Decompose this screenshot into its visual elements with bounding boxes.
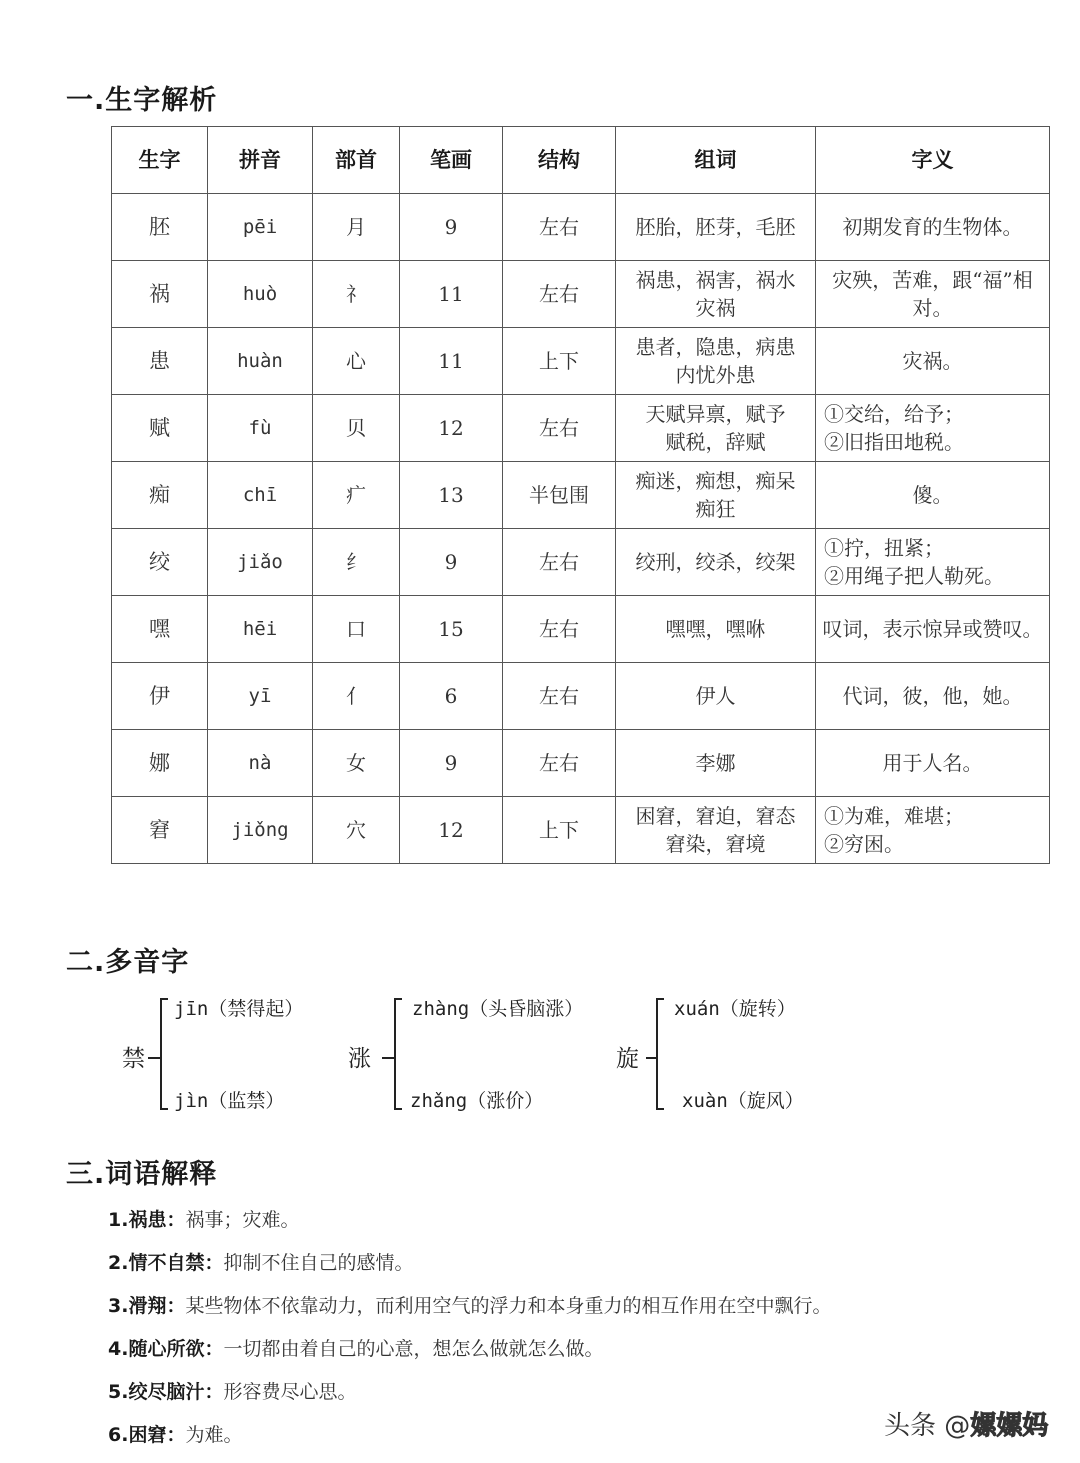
header-structure: 结构 — [503, 127, 616, 194]
cell-words — [616, 261, 816, 328]
reading-bottom: zhǎng（涨价） — [410, 1090, 544, 1112]
cell-char: 祸 — [112, 261, 208, 328]
header-meaning: 字义 — [816, 127, 1050, 194]
cell-words — [616, 596, 816, 663]
cell-meaning — [816, 596, 1050, 663]
character-table — [111, 126, 1050, 864]
table-row — [112, 596, 1050, 663]
cell-strokes: 11 — [400, 261, 503, 328]
meaning-line: 初期发育的生物体。 — [842, 215, 1023, 239]
cell-char: 胚 — [112, 194, 208, 261]
table-row — [112, 730, 1050, 797]
cell-pinyin: huò — [208, 261, 313, 328]
cell-radical: 疒 — [313, 462, 400, 529]
cell-pinyin: huàn — [208, 328, 313, 395]
meaning-line: ②用绳子把人勒死。 — [824, 564, 1004, 588]
cell-char: 绞 — [112, 529, 208, 596]
words-line: 胚胎，胚芽，毛胚 — [635, 215, 796, 239]
table-row — [112, 663, 1050, 730]
definition-item: 3.滑翔：某些物体不依靠动力，而利用空气的浮力和本身重力的相互作用在空中飘行。 — [108, 1295, 832, 1317]
cell-structure: 左右 — [503, 395, 616, 462]
words-line: 痴狂 — [695, 497, 736, 521]
cell-radical: 心 — [313, 328, 400, 395]
cell-words — [616, 462, 816, 529]
cell-meaning — [816, 462, 1050, 529]
cell-strokes: 15 — [400, 596, 503, 663]
section1-title: 一.生字解析 — [66, 85, 218, 116]
table-row — [112, 261, 1050, 328]
cell-words — [616, 529, 816, 596]
cell-structure: 半包围 — [503, 462, 616, 529]
cell-radical: 口 — [313, 596, 400, 663]
words-line: 祸患，祸害，祸水 — [635, 268, 796, 292]
reading-top: xuán（旋转） — [674, 998, 796, 1020]
reading-bottom: xuàn（旋风） — [682, 1090, 804, 1112]
polyphone-char: 旋 — [616, 1046, 639, 1072]
words-line: 困窘，窘迫，窘态 — [635, 804, 796, 828]
meaning-line: 灾祸。 — [902, 349, 963, 373]
cell-radical: 穴 — [313, 797, 400, 864]
meaning-line: 代词，彼，他，她。 — [842, 684, 1023, 708]
cell-meaning — [816, 328, 1050, 395]
meaning-line: ②穷困。 — [824, 832, 904, 856]
table-row — [112, 328, 1050, 395]
table-row — [112, 462, 1050, 529]
words-line: 痴迷，痴想，痴呆 — [635, 469, 796, 493]
words-line: 李娜 — [695, 751, 736, 775]
words-line: 天赋异禀，赋予 — [645, 402, 786, 426]
definition-item: 2.情不自禁：抑制不住自己的感情。 — [108, 1252, 414, 1274]
cell-strokes: 11 — [400, 328, 503, 395]
meaning-line: 用于人名。 — [882, 751, 983, 775]
meaning-line: ①为难，难堪； — [824, 804, 964, 828]
cell-pinyin: nà — [208, 730, 313, 797]
cell-structure: 左右 — [503, 596, 616, 663]
cell-structure: 左右 — [503, 261, 616, 328]
cell-structure: 上下 — [503, 328, 616, 395]
meaning-line: 灾殃，苦难，跟“福”相对。 — [832, 268, 1033, 320]
cell-char: 伊 — [112, 663, 208, 730]
cell-words — [616, 730, 816, 797]
cell-meaning — [816, 529, 1050, 596]
cell-meaning — [816, 194, 1050, 261]
table-header-row — [112, 127, 1050, 194]
words-line: 嘿嘿，嘿咻 — [665, 617, 766, 641]
meaning-line: 傻。 — [912, 483, 953, 507]
cell-words — [616, 328, 816, 395]
cell-strokes: 12 — [400, 395, 503, 462]
reading-bottom: jìn（监禁） — [174, 1090, 285, 1112]
bracket-icon — [160, 998, 168, 1110]
cell-words — [616, 663, 816, 730]
cell-strokes: 13 — [400, 462, 503, 529]
cell-structure: 左右 — [503, 730, 616, 797]
watermark: 头条 @嫘嫘妈 — [884, 1411, 1049, 1441]
cell-char: 嘿 — [112, 596, 208, 663]
cell-words — [616, 194, 816, 261]
meaning-line: ②旧指田地税。 — [824, 430, 964, 454]
cell-strokes: 9 — [400, 529, 503, 596]
definition-item: 6.困窘：为难。 — [108, 1424, 243, 1446]
cell-pinyin: pēi — [208, 194, 313, 261]
cell-strokes: 9 — [400, 730, 503, 797]
cell-strokes: 12 — [400, 797, 503, 864]
polyphone-group — [348, 990, 608, 1120]
cell-words — [616, 395, 816, 462]
reading-top: zhàng（头昏脑涨） — [412, 998, 584, 1020]
polyphone-group — [616, 990, 836, 1120]
definition-item: 1.祸患：祸事；灾难。 — [108, 1209, 300, 1231]
words-line: 绞刑，绞杀，绞架 — [635, 550, 796, 574]
cell-structure: 左右 — [503, 663, 616, 730]
cell-meaning — [816, 395, 1050, 462]
cell-pinyin: jiǒng — [208, 797, 313, 864]
meaning-line: ①拧，扭紧； — [824, 536, 944, 560]
cell-structure: 左右 — [503, 529, 616, 596]
cell-meaning — [816, 663, 1050, 730]
cell-radical: 贝 — [313, 395, 400, 462]
definitions-list — [108, 1205, 831, 1463]
cell-radical: 女 — [313, 730, 400, 797]
header-radical: 部首 — [313, 127, 400, 194]
cell-pinyin: yī — [208, 663, 313, 730]
bracket-icon — [394, 998, 402, 1110]
cell-radical: 纟 — [313, 529, 400, 596]
cell-char: 患 — [112, 328, 208, 395]
cell-structure: 左右 — [503, 194, 616, 261]
cell-pinyin: fù — [208, 395, 313, 462]
cell-radical: 月 — [313, 194, 400, 261]
words-line: 患者，隐患，病患 — [635, 335, 796, 359]
cell-meaning — [816, 797, 1050, 864]
table-row — [112, 529, 1050, 596]
bracket-stem — [148, 1057, 160, 1059]
header-pinyin: 拼音 — [208, 127, 313, 194]
table-row — [112, 395, 1050, 462]
header-words: 组词 — [616, 127, 816, 194]
words-line: 灾祸 — [695, 296, 736, 320]
cell-words — [616, 797, 816, 864]
cell-meaning — [816, 261, 1050, 328]
cell-pinyin: chī — [208, 462, 313, 529]
words-line: 内忧外患 — [675, 363, 756, 387]
header-strokes: 笔画 — [400, 127, 503, 194]
definition-item: 5.绞尽脑汁：形容费尽心思。 — [108, 1381, 357, 1403]
bracket-stem — [382, 1057, 394, 1059]
cell-pinyin: jiǎo — [208, 529, 313, 596]
cell-char: 娜 — [112, 730, 208, 797]
reading-top: jīn（禁得起） — [174, 998, 304, 1020]
polyphone-char: 涨 — [348, 1046, 371, 1072]
definition-item: 4.随心所欲：一切都由着自己的心意，想怎么做就怎么做。 — [108, 1338, 604, 1360]
cell-pinyin: hēi — [208, 596, 313, 663]
cell-char: 窘 — [112, 797, 208, 864]
cell-radical: 亻 — [313, 663, 400, 730]
table-row — [112, 797, 1050, 864]
polyphone-group — [122, 990, 342, 1120]
cell-structure: 上下 — [503, 797, 616, 864]
bracket-icon — [656, 998, 664, 1110]
table-row — [112, 194, 1050, 261]
cell-radical: 礻 — [313, 261, 400, 328]
cell-char: 痴 — [112, 462, 208, 529]
cell-strokes: 9 — [400, 194, 503, 261]
cell-char: 赋 — [112, 395, 208, 462]
polyphone-char: 禁 — [122, 1046, 145, 1072]
meaning-line: 叹词，表示惊异或赞叹。 — [822, 617, 1043, 641]
meaning-line: ①交给，给予； — [824, 402, 964, 426]
cell-strokes: 6 — [400, 663, 503, 730]
section3-title: 三.词语解释 — [66, 1159, 218, 1190]
header-char: 生字 — [112, 127, 208, 194]
section2-title: 二.多音字 — [66, 947, 190, 978]
words-line: 伊人 — [695, 684, 736, 708]
cell-meaning — [816, 730, 1050, 797]
words-line: 赋税，辞赋 — [665, 430, 766, 454]
words-line: 窘染，窘境 — [665, 832, 766, 856]
